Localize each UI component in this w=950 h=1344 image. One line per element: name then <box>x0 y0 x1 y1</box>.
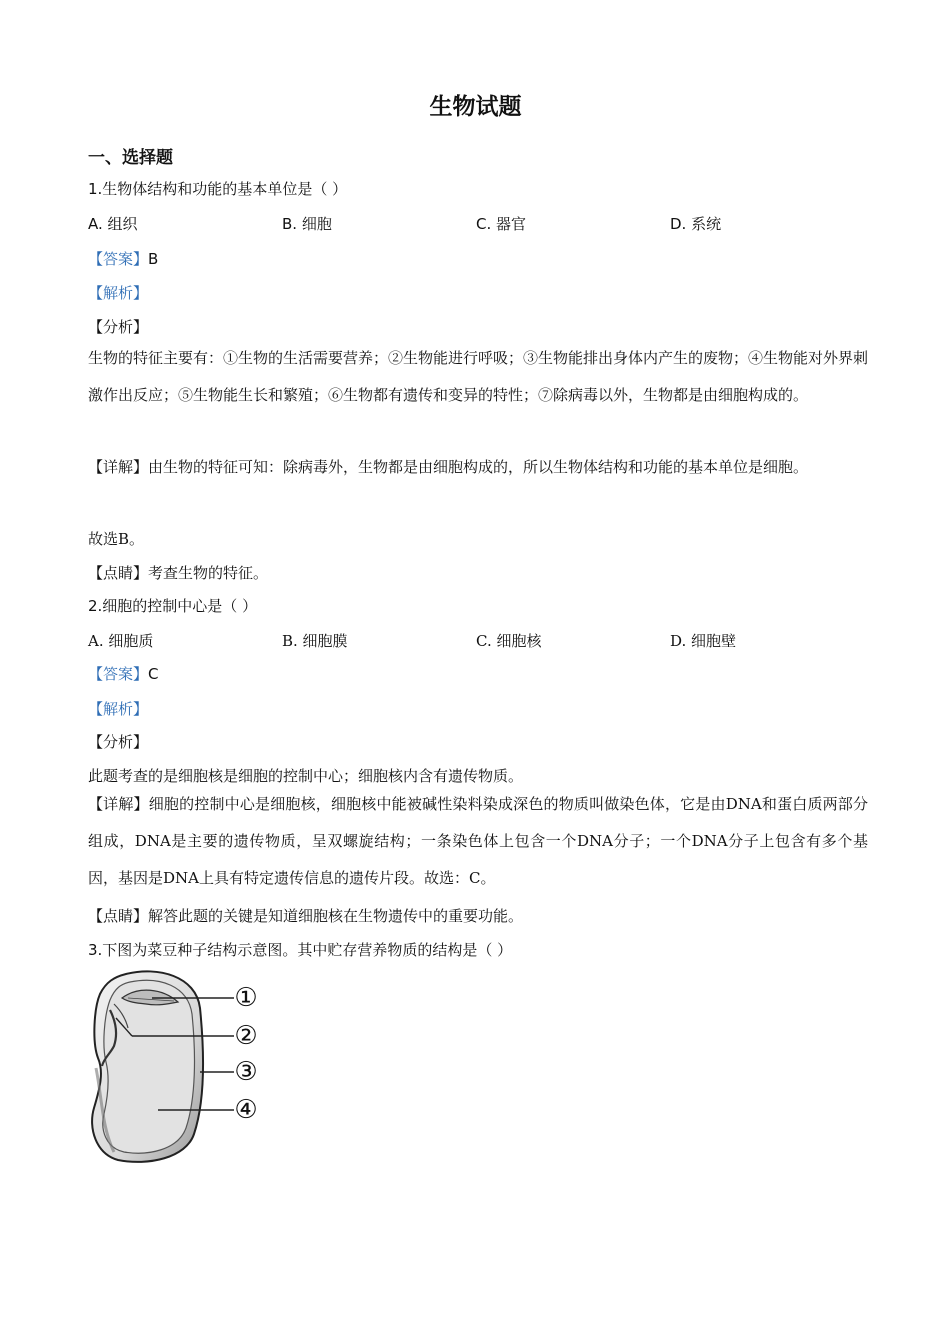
answer-label: 【答案】 <box>88 665 149 683</box>
q2-answer <box>88 663 159 684</box>
q1-comment: 【点睛】考查生物的特征。 <box>88 564 269 582</box>
q2-fenxi-label: 【分析】 <box>88 733 149 751</box>
q2-option-d: D. 细胞壁 <box>670 632 737 650</box>
answer-value: B <box>148 250 159 268</box>
q3-stem: 3.下图为菜豆种子结构示意图。其中贮存营养物质的结构是（ ） <box>88 941 513 959</box>
label-4: ④ <box>234 1095 258 1125</box>
section-heading: 一、选择题 <box>88 148 173 168</box>
label-2: ② <box>234 1021 258 1051</box>
bean-seed-svg <box>88 968 268 1168</box>
q1-option-d: D. 系统 <box>670 215 722 233</box>
q1-fenxi-label: 【分析】 <box>88 318 149 336</box>
q1-option-b: B. 细胞 <box>282 215 332 233</box>
q1-fenxi-text: 生物的特征主要有：①生物的生活需要营养；②生物能进行呼吸；③生物能排出身体内产生的废物；④生物能对外界刺激作出反应；⑤生物能生长和繁殖；⑥生物都有遗传和变异的特性；⑦除病毒以外，生物都是由细胞构成的。 <box>88 349 869 404</box>
q2-fenxi-text: 此题考查的是细胞核是细胞的控制中心；细胞核内含有遗传物质。 <box>88 767 524 785</box>
q1-choose: 故选B。 <box>88 530 145 548</box>
label-3: ③ <box>234 1057 258 1087</box>
bean-seed-diagram <box>88 968 268 1168</box>
q1-answer <box>88 248 158 269</box>
q1-stem: 1.生物体结构和功能的基本单位是（ ） <box>88 180 348 198</box>
q2-analysis-label: 【解析】 <box>88 700 149 718</box>
q1-analysis-label: 【解析】 <box>88 284 149 302</box>
q2-detail: 【详解】细胞的控制中心是细胞核，细胞核中能被碱性染料染成深色的物质叫做染色体，它是由DNA和蛋白质两部分组成，DNA是主要的遗传物质，呈双螺旋结构；一条染色体上包含一个DNA分子；一个DNA分子上包含有多个基因，基因是DNA上具有特定遗传信息的遗传片段。故选：C。 <box>88 795 868 887</box>
q2-comment: 【点睛】解答此题的关键是知道细胞核在生物遗传中的重要功能。 <box>88 907 524 925</box>
label-1: ① <box>234 983 258 1013</box>
q2-option-b: B. 细胞膜 <box>282 632 348 650</box>
q2-option-c: C. 细胞核 <box>476 632 542 650</box>
q1-detail: 【详解】由生物的特征可知：除病毒外，生物都是由细胞构成的，所以生物体结构和功能的基本单位是细胞。 <box>88 458 809 476</box>
q1-option-a: A. 组织 <box>88 215 138 233</box>
page-title: 生物试题 <box>429 94 522 120</box>
q2-stem: 2.细胞的控制中心是（ ） <box>88 597 258 615</box>
q1-option-c: C. 器官 <box>476 215 527 233</box>
q2-option-a: A. 细胞质 <box>88 632 154 650</box>
answer-value: C <box>148 665 159 683</box>
answer-label: 【答案】 <box>88 250 149 268</box>
